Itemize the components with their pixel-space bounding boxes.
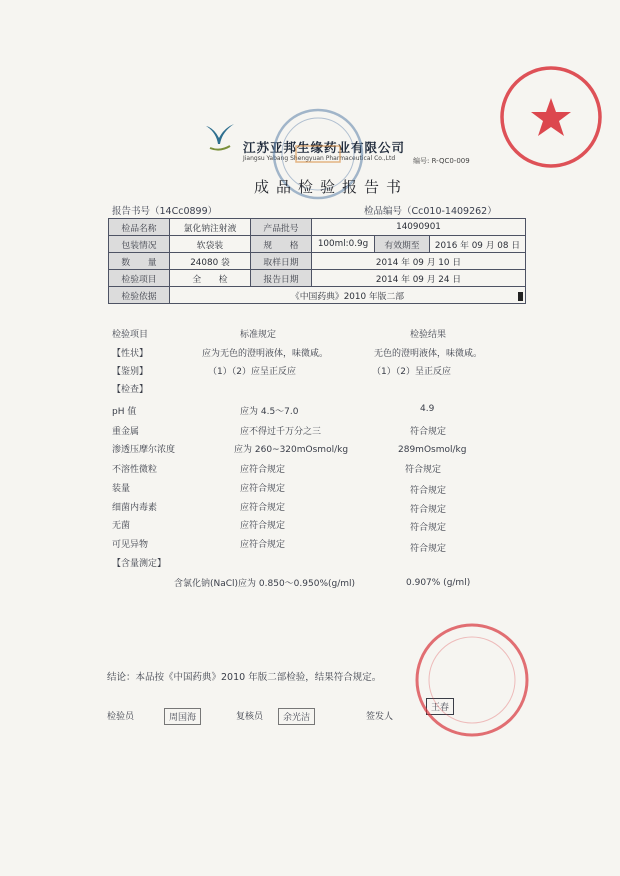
column-header-result: 检验结果 [410,330,447,340]
table-row [109,253,526,270]
identification-result: （1）（2）呈正反应 [372,367,451,377]
inspection-result: 符合规定 [410,486,447,496]
inspector-name-stamp: 周国海 [164,708,201,725]
table-cell: 取样日期 [251,253,312,270]
red-company-seal [496,62,606,172]
table-cell: 14090901 [312,219,526,236]
table-cell: 有效期至 [375,236,430,253]
section-label-assay: 【含量测定】 [112,559,167,569]
table-cell: 检验项目 [109,270,170,287]
company-logo [200,118,240,158]
company-name-english: Jiangsu Yabang Shengyuan Pharmaceutical Co.,Ltd [243,155,396,162]
table-row [109,287,526,304]
inspection-result: 符合规定 [410,427,447,437]
inspection-standard: 应符合规定 [240,465,286,475]
inspection-result: 符合规定 [405,465,442,475]
assay-result: 0.907% (g/ml) [406,578,471,588]
inspection-item: 装量 [112,484,131,494]
table-row [109,219,526,236]
report-title: 成品检验报告书 [254,178,409,196]
table-cell: 2014 年 09 月 24 日 [312,270,526,287]
inspection-item: 不溶性微粒 [112,465,158,475]
inspection-standard: 应符合规定 [240,484,286,494]
table-cell: 氯化钠注射液 [170,219,251,236]
inspection-item: 渗透压摩尔浓度 [112,445,176,455]
table-row [109,270,526,287]
table-cell: 24080 袋 [170,253,251,270]
inspection-result: 符合规定 [410,523,447,533]
inspection-item: 重金属 [112,427,140,437]
inspection-result: 符合规定 [410,505,447,515]
assay-standard: 含氯化钠(NaCl)应为 0.850～0.950%(g/ml) [174,579,356,589]
table-cell: 包装情况 [109,236,170,253]
issuer-name-stamp: 王春 [426,698,454,715]
table-cell: 《中国药典》2010 年版二部 [170,287,526,304]
appearance-standard: 应为无色的澄明液体，味微咸。 [202,349,329,359]
inspection-result: 289mOsmol/kg [398,445,467,455]
table-cell: 检品名称 [109,219,170,236]
table-cell: 规 格 [251,236,312,253]
appearance-result: 无色的澄明液体，味微咸。 [374,349,483,359]
section-label-inspection: 【检查】 [112,385,149,395]
table-row [109,236,526,253]
inspection-standard: 应符合规定 [240,521,286,531]
conclusion-text: 结论：本品按《中国药典》2010 年版二部检验，结果符合规定。 [107,672,382,683]
inspection-item: pH 值 [112,407,137,417]
table-cell: 100ml:0.9g [312,236,375,253]
inspection-standard: 应为 260~320mOsmol/kg [234,445,349,455]
document-number: 编号: R-QC0-009 [413,157,470,165]
inspection-item: 细菌内毒素 [112,503,158,513]
issuer-label: 签发人 [366,712,394,722]
check-number: 检品编号（Cc010-1409262） [364,206,497,217]
inspection-standard: 应不得过千万分之三 [240,427,322,437]
table-cell: 软袋装 [170,236,251,253]
table-cell: 数 量 [109,253,170,270]
inspection-result: 符合规定 [410,544,447,554]
inspection-standard: 应符合规定 [240,503,286,513]
inspection-item: 无菌 [112,521,131,531]
inspection-standard: 应为 4.5～7.0 [240,407,299,417]
table-cell: 报告日期 [251,270,312,287]
inspection-standard: 应符合规定 [240,540,286,550]
inspection-result: 4.9 [420,404,435,414]
table-cell: 2016 年 09 月 08 日 [430,236,526,253]
table-cell: 检验依据 [109,287,170,304]
red-qc-seal [410,618,534,742]
reviewer-label: 复核员 [236,712,264,722]
inspection-item: 可见异物 [112,540,149,550]
column-header-item: 检验项目 [112,330,149,340]
company-name: 江苏亚邦生缘药业有限公司 [243,140,406,155]
report-number: 报告书号（14Cc0899） [112,206,218,217]
section-label-identification: 【鉴别】 [112,367,149,377]
table-cell: 产品批号 [251,219,312,236]
inspector-label: 检验员 [107,712,135,722]
ink-mark [518,292,523,301]
identification-standard: （1）（2）应呈正反应 [208,367,296,377]
section-label-appearance: 【性状】 [112,349,149,359]
table-cell: 全 检 [170,270,251,287]
reviewer-name-stamp: 余光洁 [278,708,315,725]
product-info-table [108,218,526,304]
column-header-standard: 标准规定 [240,330,277,340]
table-cell: 2014 年 09 月 10 日 [312,253,526,270]
